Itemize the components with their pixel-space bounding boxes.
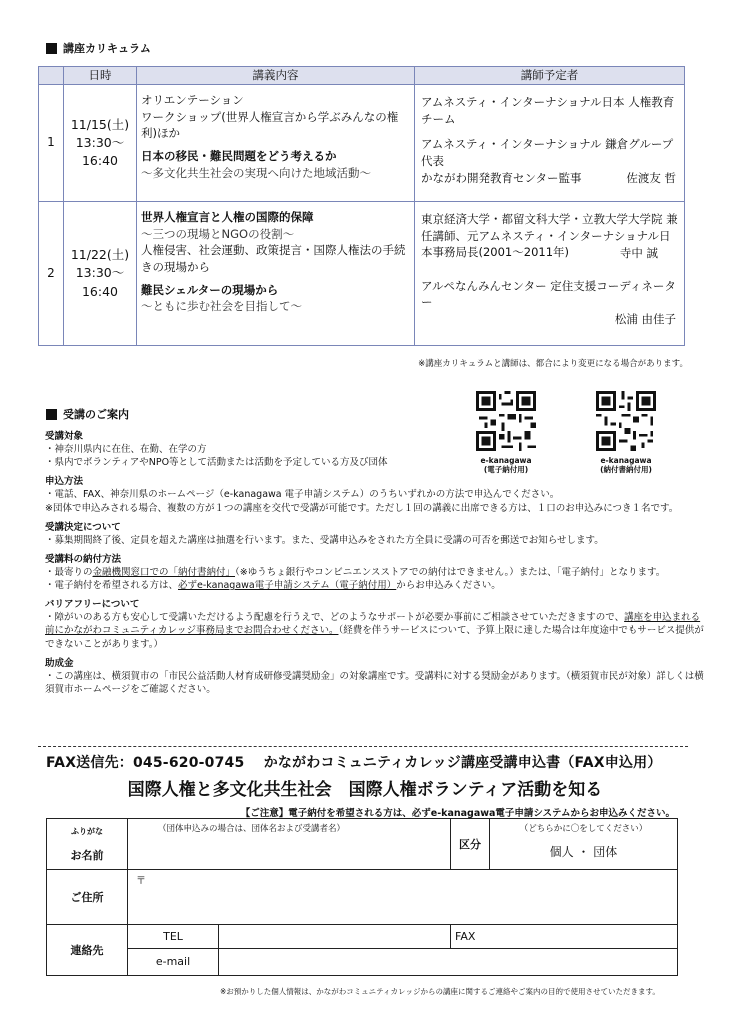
table-row bbox=[39, 202, 685, 346]
guide-info: 受講対象 ・神奈川県内に在住、在勤、在学の方 ・県内でボランティアやNPO等として活動または活動を予定している方及び団体 申込方法 ・電話、FAX、神奈川県のホームページ（e-kanagawa 電子申請システム）のうちいずれかの方法で申込んでください。 ※団体で申込みされる場合、複数の方が１つの講座を交代で受講が可能です。ただし１回の講義に出席できる方は、１口のお申込みにつき１名です。 受講決定について ・募集期間終了後、定員を超えた講座は抽選を行います。また、受講申込みをされた方全員に受講の可否を郵送でお知らせします。 受講料の納付方法 ・最寄りの金融機関窓口での「納付書納付」（※ゆうちょ銀行やコンビニエンスストアでの納付はできません。）または、「電子納付」となります。 ・電子納付を希望される方は、必ずe-kanagawa電子申請システム（電子納付用）からお申込みください。 バリアフリーについて ・障がいのある方も安心して受講いただけるよう配慮を行うえで、どのようなサポートが必要か事前にご相談させていただきますので、講座を申込まれる前にかながわコミュニティカレッジ事務局までお問合わせください。（経費を伴うサービスについて、予算上限に達した場合は年度途中でもサービス提供ができないことがあります。） 助成金 ・この講座は、横須賀市の「市民公益活動人材育成研修受講奨励金」の対象講座です。受講料に対する奨励金があります。（横須賀市民が対象）詳しくは横須賀市ホームページをご確認ください。 bbox=[45, 431, 704, 695]
tel-label: TEL bbox=[128, 925, 219, 948]
table-header bbox=[39, 67, 685, 85]
name-field[interactable]: （団体申込みの場合は、団体名および受講者名） bbox=[128, 819, 451, 870]
row-content: 世界人権宣言と人権の国際的保障 ～三つの現場とNGOの役割～ 人権侵害、社会運動、政策提言・国際人権法の手続きの現場から 難民シェルターの現場から ～ともに歩む社会を目指して～ bbox=[137, 202, 415, 346]
row-number: 2 bbox=[39, 202, 64, 346]
email-label: e-mail bbox=[128, 949, 219, 975]
curriculum-note: ※講座カリキュラムと講師は、都合により変更になる場合があります。 bbox=[418, 359, 688, 369]
row-instructor: 東京経済大学・都留文科大学・立教大学大学院 兼任講師、元アムネスティ・インターナショナル日本事務局長(2001～2011年) 寺中 誠 アルペなんみんセンター 定住支援コーディネーター 松浦 由佳子 bbox=[415, 202, 685, 346]
fax-label: FAX bbox=[451, 925, 490, 949]
section-heading-target: 受講対象 bbox=[45, 431, 84, 442]
section-heading-barrierfree: バリアフリーについて bbox=[45, 599, 140, 611]
row-content: オリエンテーション ワークショップ(世界人権宣言から学ぶみんなの権利)ほか 日本の移民・難民問題をどう考えるか ～多文化共生社会の実現へ向けた地域活動～ bbox=[137, 85, 415, 202]
header-content: 講義内容 bbox=[137, 67, 415, 85]
course-title: 国際人権と多文化共生社会 国際人権ボランティア活動を知る bbox=[127, 780, 603, 800]
fax-field[interactable] bbox=[490, 925, 678, 949]
table-row bbox=[39, 85, 685, 202]
contact-label: 連絡先 bbox=[47, 925, 128, 976]
curriculum-title: 講座カリキュラム bbox=[46, 40, 151, 56]
row-date: 11/22(土) 13:30～ 16:40 bbox=[64, 202, 137, 346]
section-heading-payment: 受講料の納付方法 bbox=[45, 553, 122, 565]
fax-header: FAX送信先：045-620-0745 かながわコミュニティカレッジ講座受講申込書（FAX申込用） bbox=[46, 755, 662, 771]
tel-field[interactable] bbox=[219, 925, 450, 948]
category-label: 区分 bbox=[451, 819, 490, 870]
guide-title: 受講のご案内 bbox=[46, 406, 129, 422]
privacy-note: ※お預かりした個人情報は、かながわコミュニティカレッジからの講座に関するご連絡やご案内の目的で使用させていただきます。 bbox=[220, 987, 660, 996]
curriculum-table bbox=[38, 66, 685, 346]
qr-caption-electronic: e-kanagawa (電子納付用) bbox=[480, 456, 532, 475]
square-bullet-icon bbox=[46, 409, 57, 420]
cut-line bbox=[38, 746, 688, 747]
header-date: 日時 bbox=[64, 67, 137, 85]
address-label: ご住所 bbox=[47, 870, 128, 925]
email-field[interactable] bbox=[219, 949, 677, 975]
category-field[interactable]: （どちらかに〇をしてください） 個人 ・ 団体 bbox=[490, 819, 678, 870]
name-label: ふりがな お名前 bbox=[47, 819, 128, 870]
application-form bbox=[46, 818, 678, 976]
qr-caption-invoice: e-kanagawa (納付書納付用) bbox=[600, 456, 652, 475]
fax-notice: 【ご注意】電子納付を希望される方は、必ずe-kanagawa電子申請システムからお申込みください。 bbox=[240, 808, 675, 819]
row-date: 11/15(土) 13:30～ 16:40 bbox=[64, 85, 137, 202]
row-instructor: アムネスティ・インターナショナル日本 人権教育チーム アムネスティ・インターナショナル 鎌倉グループ代表 かながわ開発教育センター監事 佐渡友 哲 bbox=[415, 85, 685, 202]
section-heading-apply: 申込方法 bbox=[45, 476, 84, 488]
header-instructor: 講師予定者 bbox=[415, 67, 685, 85]
section-heading-subsidy: 助成金 bbox=[45, 657, 74, 669]
section-heading-decision: 受講決定について bbox=[45, 521, 121, 533]
row-number: 1 bbox=[39, 85, 64, 202]
square-bullet-icon bbox=[46, 43, 57, 54]
address-field[interactable]: 〒 bbox=[128, 870, 678, 925]
